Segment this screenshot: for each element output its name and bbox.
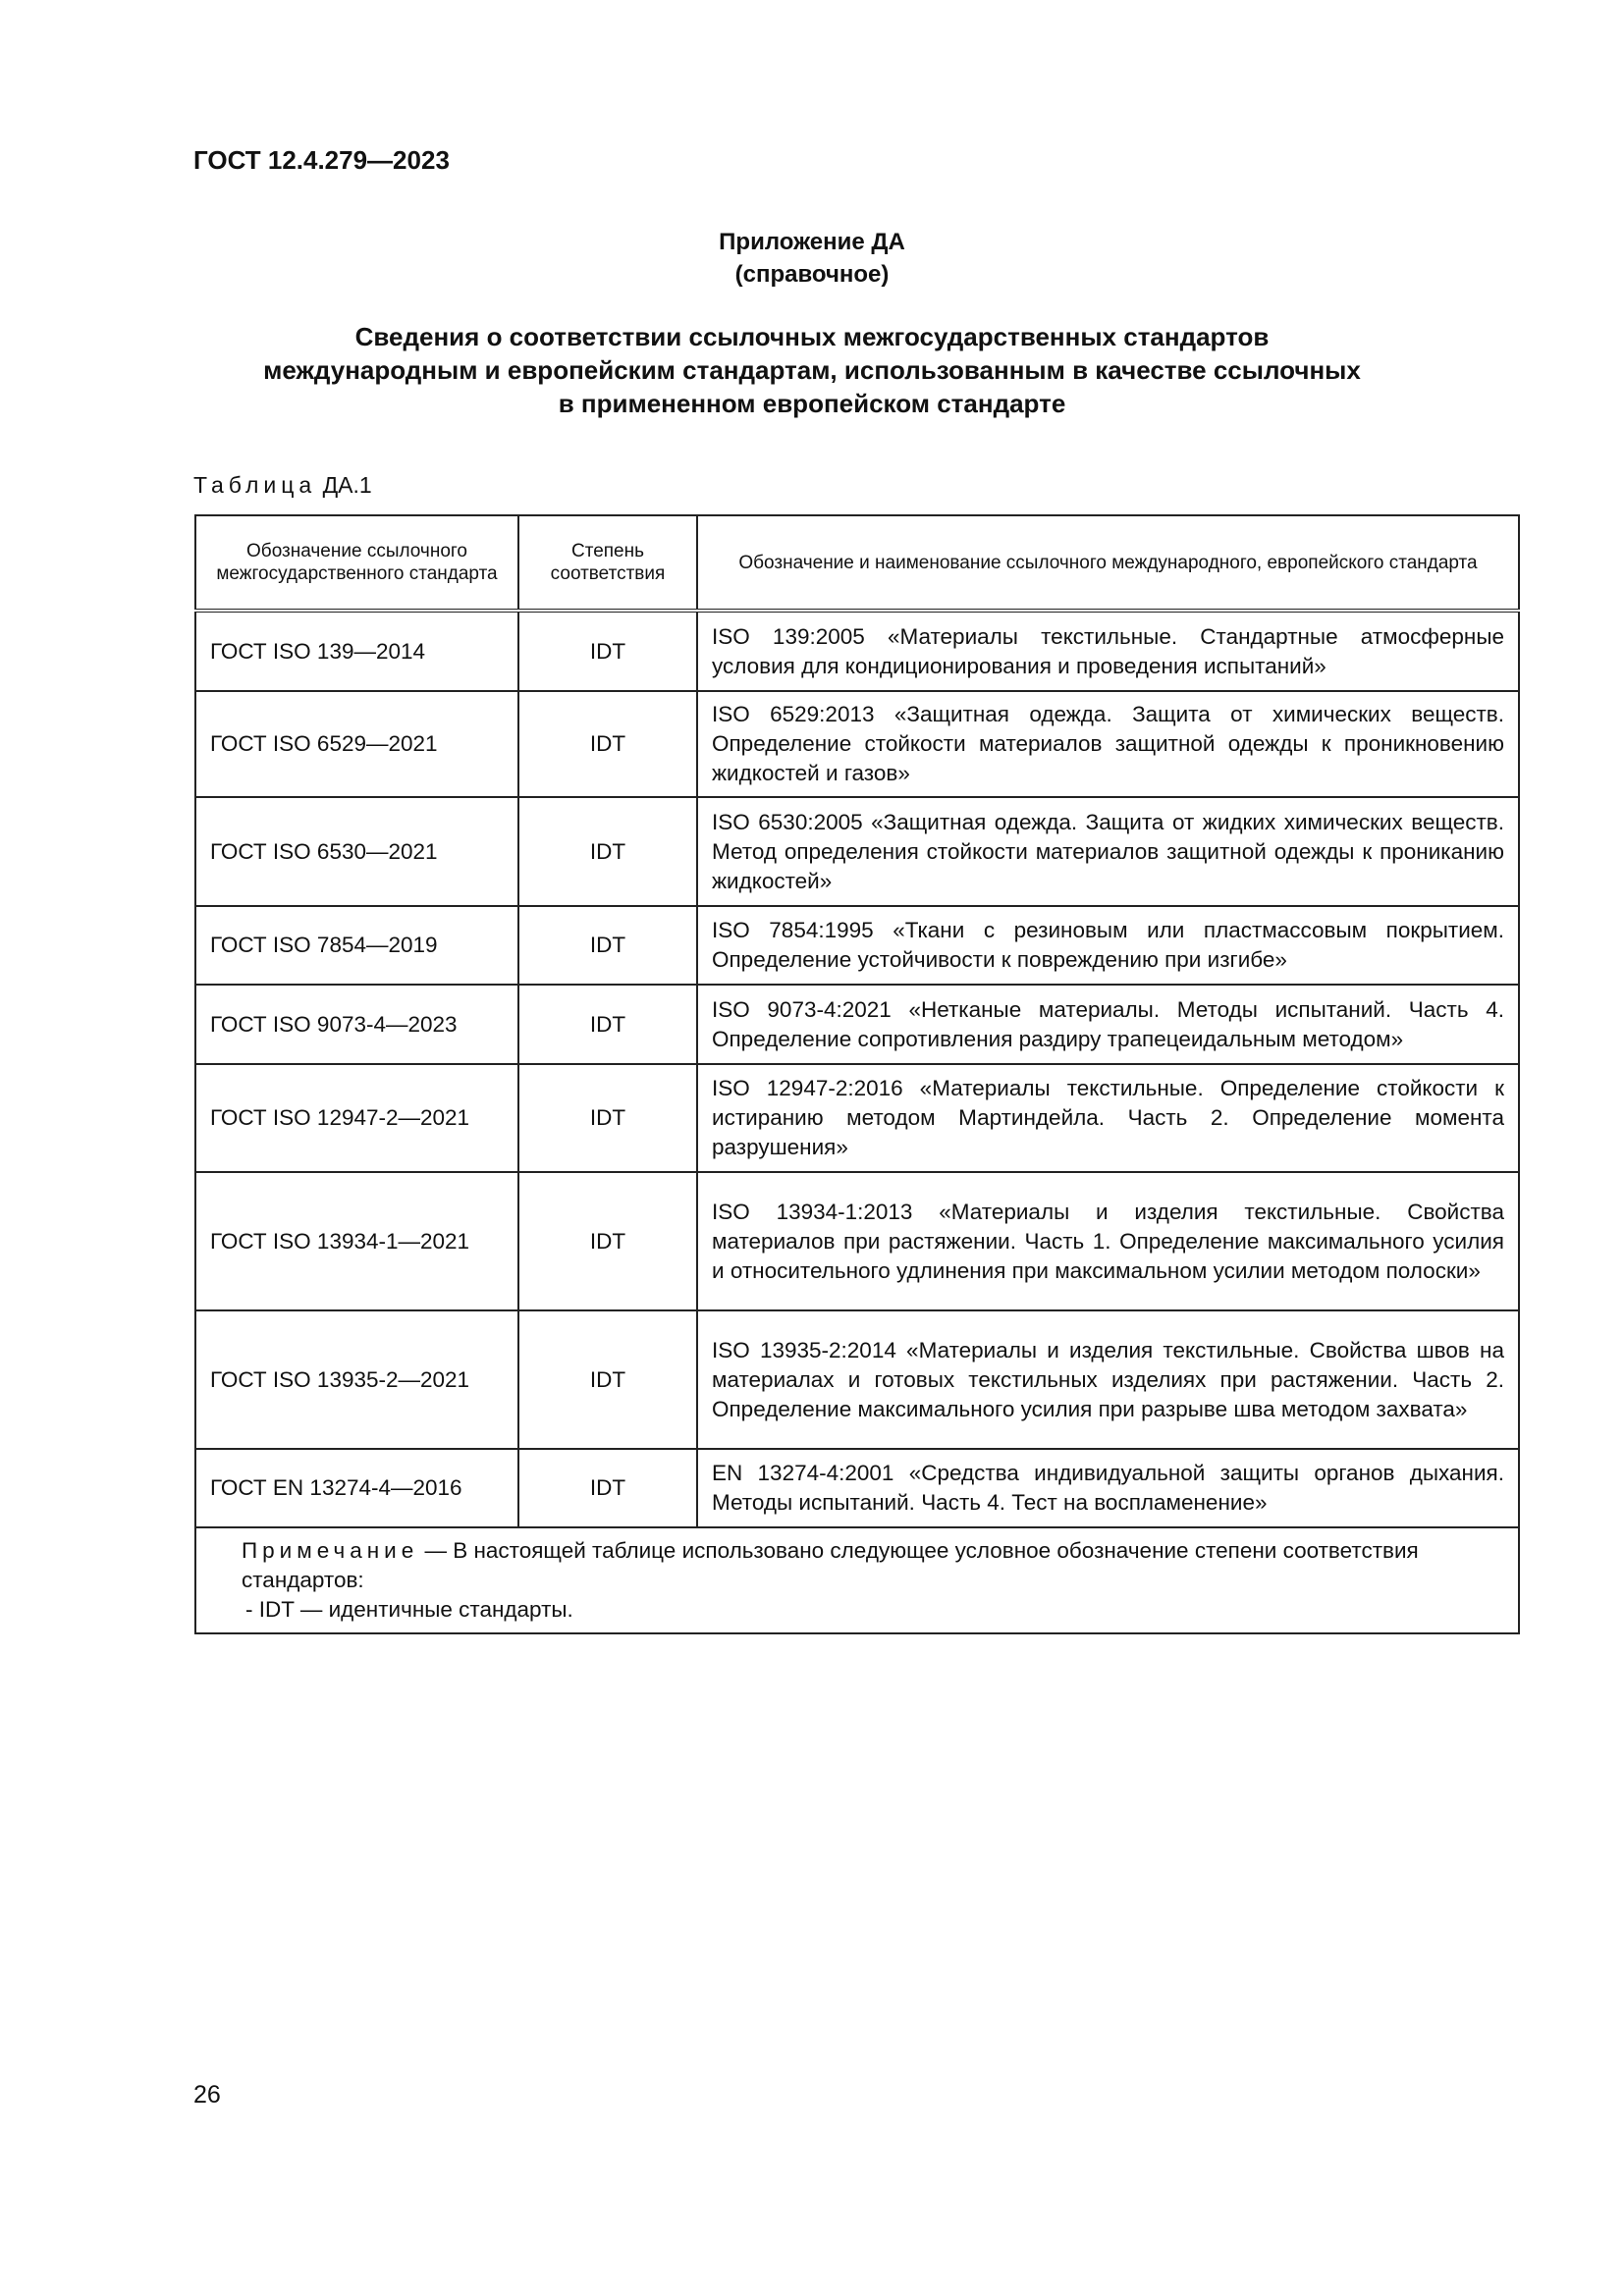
degree-cell: IDT [518,906,697,985]
appendix-type: (справочное) [734,261,890,288]
degree-cell: IDT [518,1172,697,1310]
gost-cell: ГОСТ ISO 12947-2—2021 [195,1064,518,1172]
gost-cell: ГОСТ ISO 139—2014 [195,611,518,691]
table-row [195,906,1519,985]
reference-cell: ISO 6530:2005 «Защитная одежда. Защита от жидких химических веществ. Метод определения стойкости материалов защитной одежды к прониканию жидкостей» [697,797,1519,906]
note-body [242,1536,1473,1595]
reference-cell: ISO 13934-1:2013 «Материалы и изделия текстильные. Свойства материалов при растяжении. Часть 1. Определение максимального усилия и относительного удлинения при максимальном усилии методом полоски» [697,1172,1519,1310]
reference-cell: EN 13274-4:2001 «Средства индивидуальной защиты органов дыхания. Методы испытаний. Часть 4. Тест на воспламенение» [697,1449,1519,1527]
gost-cell: ГОСТ ISO 7854—2019 [195,906,518,985]
header-degree: Степень соответствия [518,515,697,611]
table-caption-word: Таблица [193,472,317,498]
degree-cell: IDT [518,611,697,691]
reference-cell: ISO 9073-4:2021 «Нетканые материалы. Методы испытаний. Часть 4. Определение сопротивления раздиру трапецеидальным методом» [697,985,1519,1064]
heading-line-1: Сведения о соответствии ссылочных межгосударственных стандартов [354,322,1270,351]
gost-cell: ГОСТ ISO 13935-2—2021 [195,1310,518,1449]
gost-cell: ГОСТ EN 13274-4—2016 [195,1449,518,1527]
degree-cell: IDT [518,691,697,797]
header-reference-standard: Обозначение и наименование ссылочного международного, европейского стандарта [697,515,1519,611]
table-row [195,691,1519,797]
table-note-row [195,1527,1519,1633]
reference-cell: ISO 12947-2:2016 «Материалы текстильные. Определение стойкости к истиранию методом Мартиндейла. Часть 2. Определение момента разрушения» [697,1064,1519,1172]
table-caption-number: ДА.1 [322,472,372,498]
note-text: — В настоящей таблице использовано следующее условное обозначение степени соответствия стандартов: [242,1538,1419,1592]
reference-cell: ISO 7854:1995 «Ткани с резиновым или пластмассовым покрытием. Определение устойчивости к повреждению при изгибе» [697,906,1519,985]
header-gost-designation: Обозначение ссылочного межгосударственного стандарта [195,515,518,611]
degree-cell: IDT [518,1064,697,1172]
degree-cell: IDT [518,1449,697,1527]
reference-cell: ISO 13935-2:2014 «Материалы и изделия текстильные. Свойства швов на материалах и готовых текстильных изделиях при растяжении. Часть 2. Определение максимального усилия при разрыве шва методом захвата» [697,1310,1519,1449]
note-label: Примечание [242,1538,419,1563]
degree-cell: IDT [518,985,697,1064]
document-code: ГОСТ 12.4.279—2023 [193,145,450,175]
table-row [195,1449,1519,1527]
table-row [195,1310,1519,1449]
reference-cell: ISO 6529:2013 «Защитная одежда. Защита от химических веществ. Определение стойкости материалов защитной одежды к проникновению жидкостей и газов» [697,691,1519,797]
gost-cell: ГОСТ ISO 13934-1—2021 [195,1172,518,1310]
degree-cell: IDT [518,1310,697,1449]
appendix-title: Приложение ДА [719,229,905,255]
gost-cell: ГОСТ ISO 6530—2021 [195,797,518,906]
table-row [195,611,1519,691]
note-item: - IDT — идентичные стандарты. [245,1597,573,1622]
gost-cell: ГОСТ ISO 6529—2021 [195,691,518,797]
heading-line-2: международным и европейским стандартам, использованным в качестве ссылочных [263,355,1361,385]
table-row [195,985,1519,1064]
table-row [195,1064,1519,1172]
table-row [195,1172,1519,1310]
heading-line-3: в примененном европейском стандарте [558,389,1066,418]
table-header-row [195,515,1519,611]
table-caption [193,472,372,499]
page-number: 26 [193,2081,221,2109]
reference-cell: ISO 139:2005 «Материалы текстильные. Стандартные атмосферные условия для кондиционирования и проведения испытаний» [697,611,1519,691]
degree-cell: IDT [518,797,697,906]
appendix-heading [0,320,1624,420]
reference-table [194,514,1520,1634]
gost-cell: ГОСТ ISO 9073-4—2023 [195,985,518,1064]
table-note [195,1527,1519,1633]
table-row [195,797,1519,906]
